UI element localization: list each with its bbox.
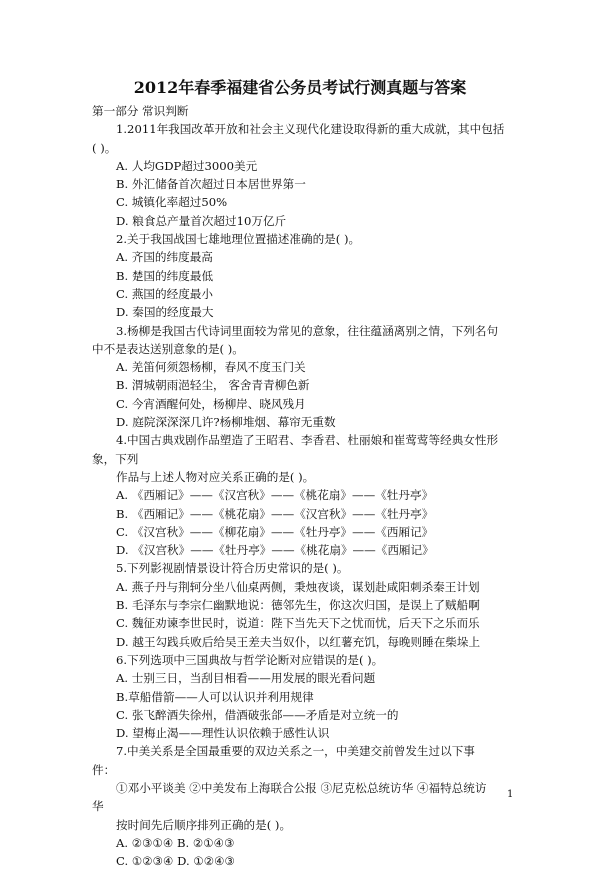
answer-option: B.草船借箭——人可以认识并利用规律	[116, 689, 314, 704]
answer-option: A. 《西厢记》——《汉宫秋》——《桃花扇》——《牡丹亭》	[116, 488, 434, 503]
answer-option: A. 羌笛何须怨杨柳，春风不度玉门关	[116, 360, 306, 375]
continuation-line: 象，下列	[92, 451, 139, 466]
answer-option: B. 楚国的纬度最低	[116, 268, 214, 283]
page-title: 2012年春季福建省公务员考试行测真题与答案	[133, 78, 467, 97]
answer-option: C. 《汉宫秋》——《柳花扇》——《牡丹亭》——《西厢记》	[116, 524, 434, 539]
answer-option: B. 渭城朝雨浥轻尘， 客舍青青柳色新	[116, 378, 310, 393]
answer-option: C. 张飞醉酒失徐州，借酒破张郃——矛盾是对立统一的	[116, 707, 399, 722]
answer-option: D. 望梅止渴——理性认识依赖于感性认识	[116, 726, 330, 741]
continuation-line: ( )。	[92, 140, 117, 155]
answer-option: A. 齐国的纬度最高	[116, 250, 213, 265]
answer-option: C. 燕国的经度最小	[116, 286, 213, 301]
answer-option: D. 粮食总产量首次超过10万亿斤	[116, 213, 287, 228]
section-heading: 第一部分 常识判断	[92, 104, 189, 118]
answer-option: D. 秦国的经度最大	[116, 305, 214, 320]
answer-option: A. 人均GDP超过3000美元	[116, 158, 258, 173]
question-line: 5.下列影视剧情景设计符合历史常识的是( )。	[116, 561, 349, 576]
answer-option: D. 越王勾践兵败后给吴王差夫当奴仆，以红薯充饥，每晚则睡在柴垛上	[116, 634, 481, 649]
answer-option: D. 《汉宫秋》——《牡丹亭》——《桃花扇》——《西厢记》	[116, 543, 434, 558]
answer-option: C. ①②③④ D. ①②④③	[116, 854, 235, 869]
answer-option: B. 毛泽东与李宗仁幽默地说：德邻先生，你这次归国，是误上了贼船啊	[116, 598, 480, 613]
document-body	[92, 102, 532, 870]
question-line: 1.2011年我国改革开放和社会主义现代化建设取得新的重大成就，其中包括	[116, 122, 505, 137]
question-line: 7.中美关系是全国最重要的双边关系之一，中美建交前曾发生过以下事	[116, 744, 475, 759]
answer-option: C. 城镇化率超过50%	[116, 195, 228, 210]
continuation-line: 中不是表达送别意象的是( )。	[92, 341, 244, 356]
question-line: 4.中国古典戏剧作品塑造了王昭君、李香君、杜丽娘和崔莺莺等经典女性形	[116, 433, 499, 448]
question-line: 2.关于我国战国七雄地理位置描述准确的是( )。	[116, 232, 361, 247]
answer-option: A. 士别三日，当刮目相看——用发展的眼光看问题	[116, 671, 376, 686]
question-line: 按时间先后顺序排列正确的是( )。	[116, 817, 292, 832]
answer-option: B. 《西厢记》——《桃花扇》——《汉宫秋》——《牡丹亭》	[116, 506, 434, 521]
answer-option: D. 庭院深深深几许?杨柳堆烟、幕帘无重数	[116, 415, 336, 430]
question-line: 作品与上述人物对应关系正确的是( )。	[116, 469, 315, 484]
continuation-line: 华	[92, 799, 104, 814]
question-line: 6.下列选项中三国典故与哲学论断对应错误的是( )。	[116, 652, 384, 667]
answer-option: C. 今宵酒醒何处，杨柳岸、晓风残月	[116, 396, 306, 411]
continuation-line: 件：	[92, 762, 116, 777]
question-line: ①邓小平谈美 ②中美发布上海联合公报 ③尼克松总统访华 ④福特总统访	[116, 780, 487, 795]
answer-option: A. 燕子丹与荆轲分坐八仙桌两侧，秉烛夜谈，谋划赴咸阳刺杀秦王计划	[116, 579, 480, 594]
answer-option: A. ②③①④ B. ②①④③	[116, 835, 235, 850]
answer-option: C. 魏征劝谏李世民时，说道：陛下当先天下之忧而忧，后天下之乐而乐	[116, 616, 480, 631]
question-line: 3.杨柳是我国古代诗词里面较为常见的意象，往往蕴涵离别之情，下列名句	[116, 323, 499, 338]
page-number: 1	[507, 789, 514, 800]
answer-option: B. 外汇储备首次超过日本居世界第一	[116, 177, 306, 192]
